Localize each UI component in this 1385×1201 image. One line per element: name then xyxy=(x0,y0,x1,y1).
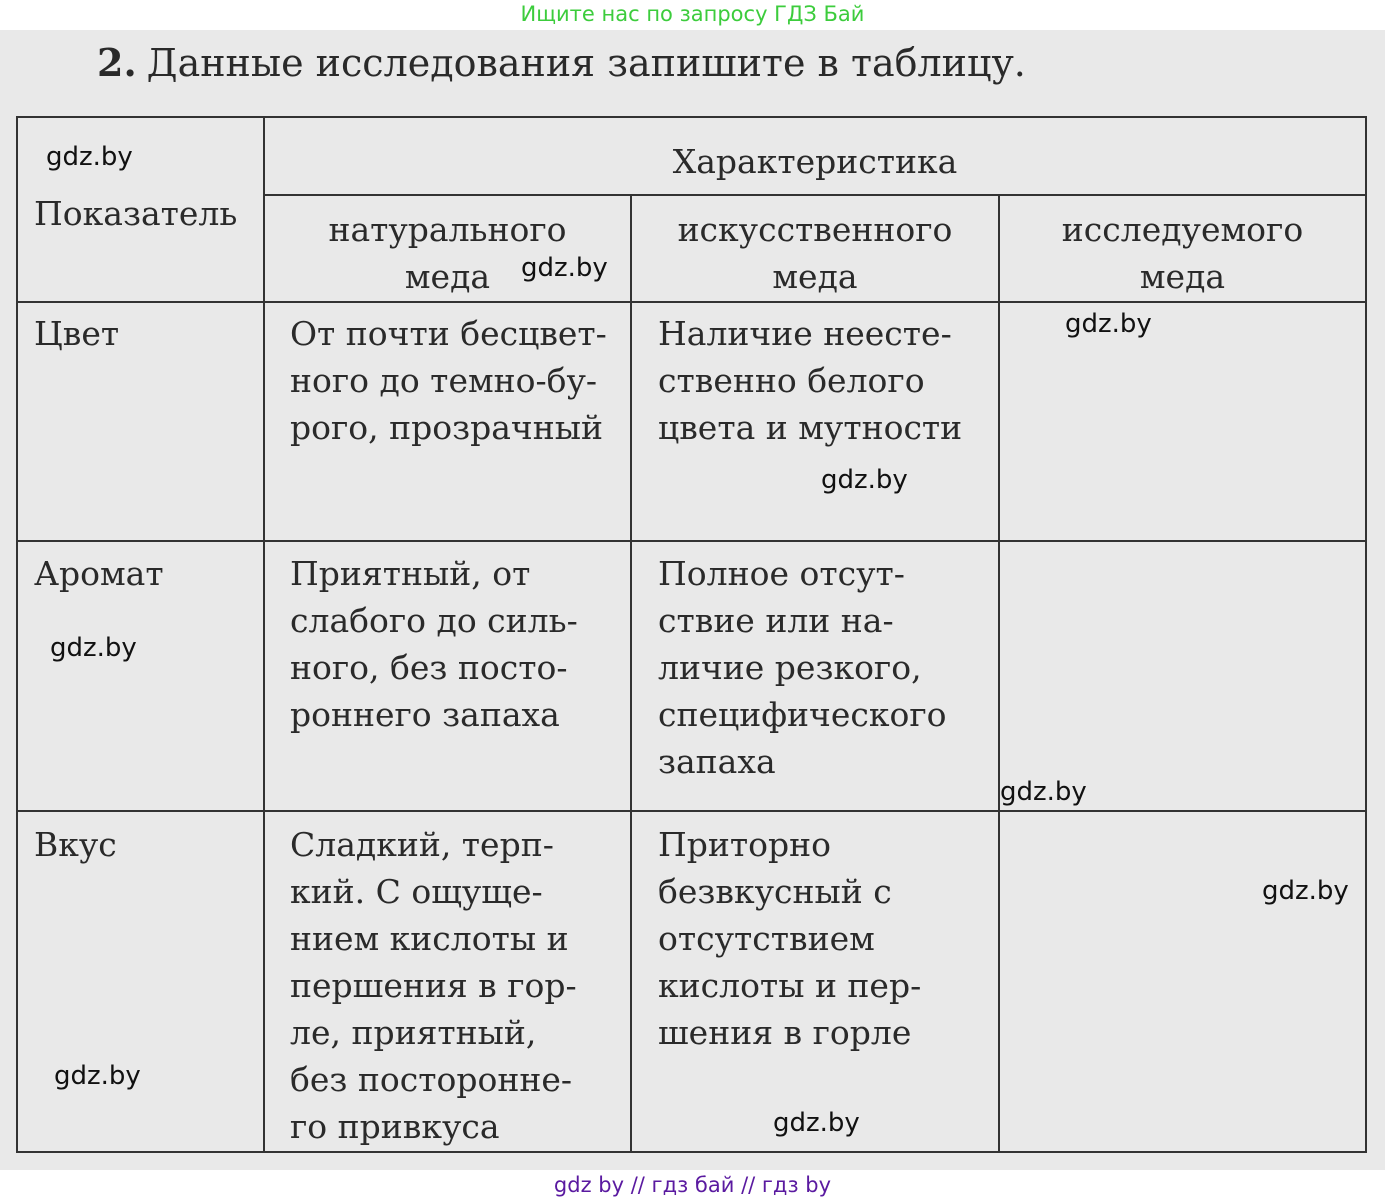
table-divider xyxy=(18,540,1365,542)
watermark: gdz.by xyxy=(1262,876,1349,906)
cell-artificial-color: Наличие неесте- ственно белого цвета и мутности xyxy=(658,314,963,447)
task-text: Данные исследования запишите в таблицу. xyxy=(146,41,1026,85)
cell-natural-color: От почти бесцвет- ного до темно-бу- рого, прозрачный xyxy=(290,314,607,447)
cell-studied-aroma[interactable] xyxy=(1018,550,1358,800)
watermark: gdz.by xyxy=(46,142,133,172)
header-artificial: искусственного меда xyxy=(677,210,953,296)
row-label-taste: Вкус xyxy=(34,825,117,864)
watermark: gdz.by xyxy=(773,1108,860,1138)
cell-studied-taste[interactable] xyxy=(1018,821,1358,1141)
table-divider xyxy=(263,194,1365,196)
watermark: gdz.by xyxy=(1065,309,1152,339)
header-indicator: Показатель xyxy=(34,194,238,233)
watermark: gdz.by xyxy=(521,253,608,283)
cell-artificial-aroma: Полное отсут- ствие или на- личие резкого, специфического запаха xyxy=(658,554,947,781)
header-studied: исследуемого меда xyxy=(1061,210,1304,296)
cell-studied-color[interactable] xyxy=(1018,310,1358,530)
bottom-banner[interactable]: gdz by // гдз бай // гдз by xyxy=(553,1173,832,1197)
watermark: gdz.by xyxy=(54,1061,141,1091)
watermark: gdz.by xyxy=(1000,777,1087,807)
cell-natural-taste: Сладкий, терп- кий. С ощуще- нием кислоты и першения в гор- ле, приятный, без посторонне- го привкуса xyxy=(290,825,577,1146)
table-divider xyxy=(630,194,632,1151)
table-divider xyxy=(18,301,1365,303)
watermark: gdz.by xyxy=(821,465,908,495)
task-number: 2. xyxy=(97,40,137,85)
cell-artificial-taste: Приторно безвкусный с отсутствием кислоты и пер- шения в горле xyxy=(658,825,922,1052)
row-label-aroma: Аромат xyxy=(34,554,164,593)
watermark: gdz.by xyxy=(50,633,137,663)
top-banner[interactable]: Ищите нас по запросу ГДЗ Бай xyxy=(520,2,865,26)
header-characteristic: Характеристика xyxy=(672,142,958,181)
honey-table xyxy=(16,116,1367,1153)
task-heading xyxy=(97,38,1026,88)
header-natural: натурального меда xyxy=(328,210,567,296)
cell-natural-aroma: Приятный, от слабого до силь- ного, без посто- роннего запаха xyxy=(290,554,578,734)
row-label-color: Цвет xyxy=(34,314,120,353)
table-divider xyxy=(18,810,1365,812)
table-divider xyxy=(998,194,1000,1151)
